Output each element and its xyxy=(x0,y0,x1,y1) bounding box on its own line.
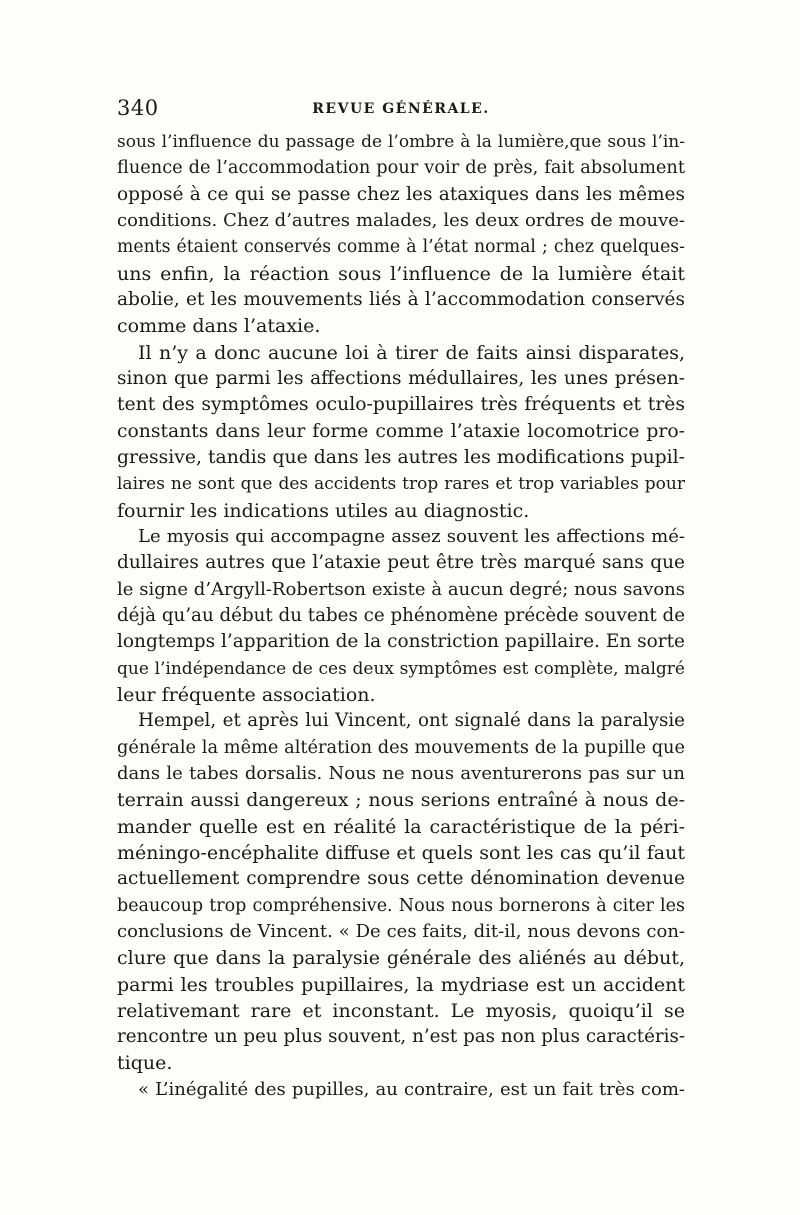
text-line: actuellement comprendre sous cette dénomination devenue xyxy=(117,868,685,890)
text-line: beaucoup trop compréhensive. Nous nous bornerons à citer les xyxy=(117,895,685,916)
text-line: rencontre un peu plus souvent, n’est pas non plus caractéris- xyxy=(117,1026,685,1048)
text-line: leur fréquente association. xyxy=(117,683,376,706)
text-line: clure que dans la paralysie générale des aliénés au début, xyxy=(117,947,685,970)
text-line: comme dans l’ataxie. xyxy=(117,315,321,338)
text-line: le signe d’Argyll-Robertson existe à aucun degré; nous savons xyxy=(117,578,685,600)
running-head: REVUE GÉNÉRALE. xyxy=(312,101,490,117)
text-line: laires ne sont que des accidents trop rares et trop variables pour xyxy=(117,474,685,495)
text-line: uns enfin, la réaction sous l’influence de la lumière était xyxy=(117,262,685,285)
text-line: parmi les troubles pupillaires, la mydriase est un accident xyxy=(117,973,685,996)
text-line: abolie, et les mouvements liés à l’accommodation conservés xyxy=(117,288,685,310)
page-number: 340 xyxy=(117,96,159,120)
paragraph-start-line: « L’inégalité des pupilles, au contraire, est un fait très com- xyxy=(138,1078,685,1100)
text-line: constants dans leur forme comme l’ataxie locomotrice pro- xyxy=(117,420,685,442)
text-line: dans le tabes dorsalis. Nous ne nous aventurerons pas sur un xyxy=(117,762,685,784)
text-line: tent des symptômes oculo-pupillaires très fréquents et très xyxy=(117,394,685,416)
text-line: conditions. Chez d’autres malades, les deux ordres de mouve- xyxy=(117,209,685,231)
text-line: gressive, tandis que dans les autres les modifications pupil- xyxy=(117,446,685,468)
text-line: terrain aussi dangereux ; nous serions entraîné à nous de- xyxy=(117,789,685,812)
body-text xyxy=(117,129,685,1103)
text-line: fluence de l’accommodation pour voir de près, fait absolument xyxy=(117,158,685,179)
text-line: sous l’influence du passage de l’ombre à la lumière,que sous l’in- xyxy=(117,132,685,152)
text-line: conclusions de Vincent. « De ces faits, dit-il, nous devons con- xyxy=(117,920,685,942)
paragraph-start-line: Hempel, et après lui Vincent, ont signalé dans la paralysie xyxy=(138,710,685,732)
text-line: opposé à ce qui se passe chez les ataxiques dans les mêmes xyxy=(117,183,685,205)
text-line: fournir les indications utiles au diagnostic. xyxy=(117,499,530,522)
paragraph-start-line: Il n’y a donc aucune loi à tirer de faits ainsi disparates, xyxy=(138,341,685,364)
text-line: sinon que parmi les affections médullaires, les unes présen- xyxy=(117,367,685,389)
text-line: déjà qu’au début du tabes ce phénomène précède souvent de xyxy=(117,604,685,626)
text-line: générale la même altération des mouvements de la pupille que xyxy=(117,737,685,758)
text-line: mander quelle est en réalité la caractéristique de la péri- xyxy=(117,815,685,838)
text-line: relativemant rare et inconstant. Le myosis, quoiqu’il se xyxy=(117,999,685,1022)
paragraph-start-line: Le myosis qui accompagne assez souvent les affections mé- xyxy=(138,525,685,547)
text-line: tique. xyxy=(117,1052,173,1075)
text-line: longtemps l’apparition de la constriction papillaire. En sorte xyxy=(117,631,685,653)
page-header xyxy=(117,96,685,124)
text-line: dullaires autres que l’ataxie peut être très marqué sans que xyxy=(117,552,685,574)
text-line: méningo-encéphalite diffuse et quels sont les cas qu’il faut xyxy=(117,841,685,864)
text-line: que l’indépendance de ces deux symptômes est complète, malgré xyxy=(117,658,685,679)
text-line: ments étaient conservés comme à l’état normal ; chez quelques- xyxy=(117,237,685,258)
